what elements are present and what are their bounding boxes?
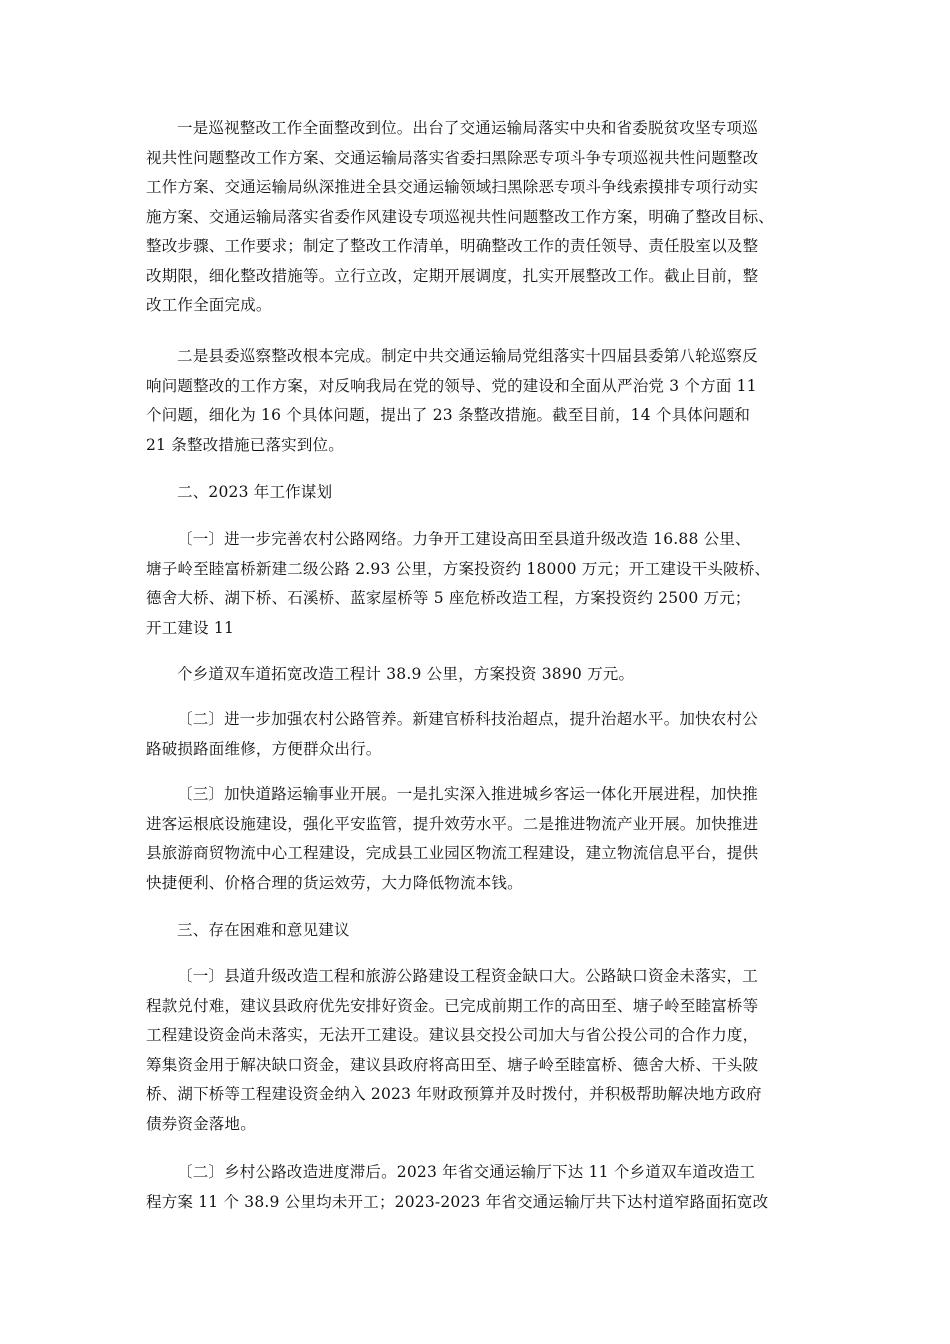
text-line: 21 条整改措施已落实到位。 <box>146 435 344 454</box>
text-line: 桥、湖下桥等工程建设资金纳入 2023 年财政预算并及时拨付，并积极帮助解决地方政府 <box>146 1085 762 1103</box>
text-line: 工程建设资金尚未落实，无法开工建设。建议县交投公司加大与省公投公司的合作力度， <box>146 1026 759 1044</box>
text-line: 二是县委巡察整改根本完成。制定中共交通运输局党组落实十四届县委第八轮巡察反 <box>177 347 758 365</box>
text-line: 个乡道双车道拓宽改造工程计 38.9 公里，方案投资 3890 万元。 <box>177 665 635 683</box>
text-line: 塘子岭至睦富桥新建二级公路 2.93 公里，方案投资约 18000 万元；开工建设干头陂桥、 <box>146 559 771 578</box>
text-line: 路破损路面维修，方便群众出行。 <box>146 739 382 758</box>
text-line: 德舍大桥、湖下桥、石溪桥、蓝家屋桥等 5 座危桥改造工程，方案投资约 2500 万元； <box>146 589 751 607</box>
paragraph-township-roads <box>146 660 806 690</box>
text-line: 〔二〕进一步加强农村公路管养。新建官桥科技治超点，提升治超水平。加快农村公 <box>177 710 758 728</box>
text-line: 筹集资金用于解决缺口资金，建议县政府将高田至、塘子岭至睦富桥、德舍大桥、干头陂 <box>146 1055 759 1074</box>
text-line: 视共性问题整改工作方案、交通运输局落实省委扫黑除恶专项斗争专项巡视共性问题整改 <box>146 148 759 167</box>
text-line: 债券资金落地。 <box>146 1114 256 1133</box>
text-line: 改工作全面完成。 <box>146 296 272 314</box>
text-line: 程方案 11 个 38.9 公里均未开工；2023-2023 年省交通运输厅共下达村道窄路面拓宽改 <box>146 1192 769 1211</box>
text-line: 施方案、交通运输局落实省委作风建设专项巡视共性问题整改工作方案，明确了整改目标、 <box>146 207 775 226</box>
text-line: 整改步骤、工作要求；制定了整改工作清单，明确整改工作的责任领导、责任股室以及整 <box>146 237 759 255</box>
text-line: 程款兑付难，建议县政府优先安排好资金。已完成前期工作的高田至、塘子岭至睦富桥等 <box>146 996 759 1015</box>
text-line: 快捷便利、价格合理的货运效劳，大力降低物流本钱。 <box>146 873 523 892</box>
text-line: 〔三〕加快道路运输事业开展。一是扎实深入推进城乡客运一体化开展进程，加快推 <box>177 785 758 803</box>
paragraph-inspection-rectification <box>146 114 806 321</box>
text-line: 〔一〕进一步完善农村公路网络。力争开工建设高田至县道升级改造 16.88 公里、 <box>177 530 751 548</box>
text-line: 进客运根底设施建设，强化平安监管，提升效劳水平。二是推进物流产业开展。加快推进 <box>146 814 759 833</box>
paragraph-rural-road-delay <box>146 1158 806 1217</box>
text-line: 开工建设 11 <box>146 618 235 637</box>
section-heading-difficulties <box>146 916 806 946</box>
paragraph-road-transport <box>146 780 806 898</box>
text-line: 工作方案、交通运输局纵深推进全县交通运输领域扫黑除恶专项斗争线索摸排专项行动实 <box>146 178 759 196</box>
text-line: 〔一〕县道升级改造工程和旅游公路建设工程资金缺口大。公路缺口资金未落实，工 <box>177 967 758 985</box>
heading-text: 二、2023 年工作谋划 <box>177 483 333 501</box>
paragraph-road-maintenance <box>146 705 806 764</box>
text-line: 〔二〕乡村公路改造进度滞后。2023 年省交通运输厅下达 11 个乡道双车道改造工 <box>177 1163 756 1181</box>
paragraph-county-inspection <box>146 342 806 460</box>
text-line: 个问题，细化为 16 个具体问题，提出了 23 条整改措施。截至目前，14 个具体问题和 <box>146 406 751 424</box>
paragraph-road-network <box>146 525 806 643</box>
section-heading-work-plan <box>146 478 806 508</box>
text-line: 响问题整改的工作方案，对反响我局在党的领导、党的建设和全面从严治党 3 个方面 11 <box>146 376 757 395</box>
paragraph-funding-gap <box>146 962 806 1139</box>
text-line: 改期限，细化整改措施等。立行立改，定期开展调度，扎实开展整改工作。截止目前，整 <box>146 266 759 285</box>
heading-text: 三、存在困难和意见建议 <box>177 921 350 939</box>
text-line: 一是巡视整改工作全面整改到位。出台了交通运输局落实中央和省委脱贫攻坚专项巡 <box>177 119 758 137</box>
text-line: 县旅游商贸物流中心工程建设，完成县工业园区物流工程建设，建立物流信息平台，提供 <box>146 844 759 862</box>
